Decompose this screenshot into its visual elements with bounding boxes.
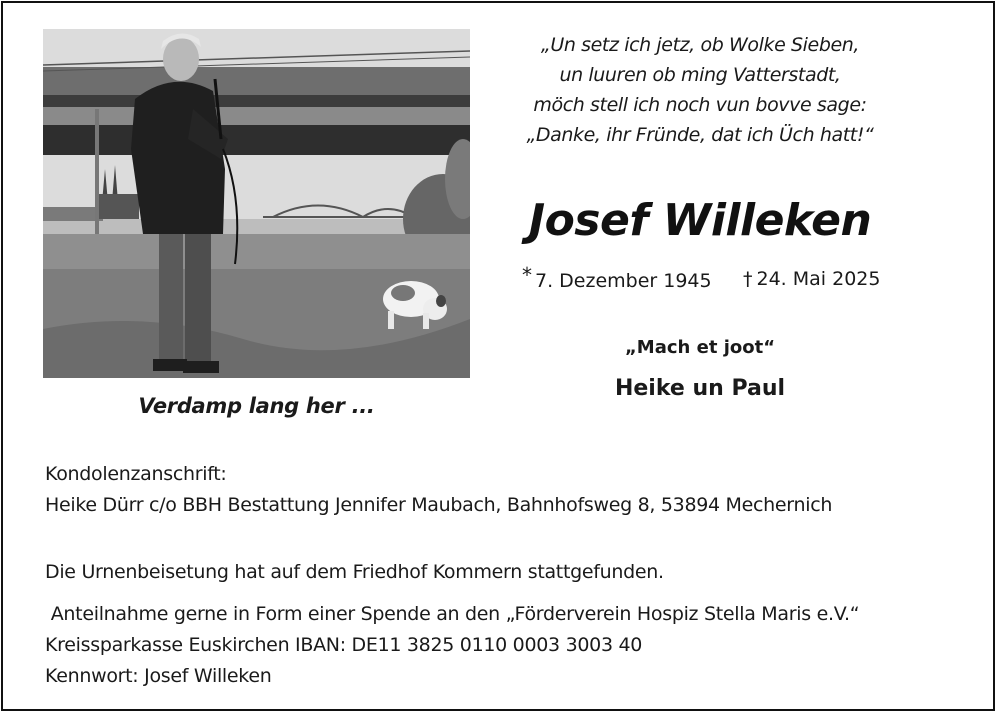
death-cross-icon: †: [743, 268, 753, 290]
birth-date-text: 7. Dezember 1945: [535, 270, 712, 292]
deceased-name: Josef Willeken: [528, 195, 872, 246]
poem-line: „Un setz ich jetz, ob Wolke Sieben,: [540, 34, 860, 56]
condolence-heading: Kondolenzanschrift:: [45, 463, 227, 485]
burial-notice: Die Urnenbeisetung hat auf dem Friedhof Kommern stattgefunden.: [45, 561, 664, 583]
photo-caption: Verdamp lang her ...: [138, 394, 375, 418]
poem-line: „Danke, ihr Fründe, dat ich Üch hatt!“: [526, 124, 874, 146]
condolence-address-block: [45, 459, 945, 521]
motto: „Mach et joot“: [624, 337, 776, 358]
birth-star-icon: *: [522, 263, 532, 287]
condolence-address: Heike Dürr c/o BBH Bestattung Jennifer Maubach, Bahnhofsweg 8, 53894 Mechernich: [45, 494, 833, 516]
donation-reference: Kennwort: Josef Willeken: [45, 665, 272, 687]
signers: Heike un Paul: [614, 376, 786, 401]
donation-block: [45, 599, 945, 692]
donation-bank: Kreissparkasse Euskirchen IBAN: DE11 3825 0110 0003 3003 40: [45, 634, 643, 656]
donation-request: Anteilnahme gerne in Form einer Spende an den „Förderverein Hospiz Stella Maris e.V.“: [45, 603, 860, 625]
death-date: [743, 268, 880, 290]
poem-line: möch stell ich noch vun bovve sage:: [533, 94, 867, 116]
death-date-text: 24. Mai 2025: [756, 268, 881, 290]
birth-date: [522, 263, 712, 292]
poem-quote: [520, 30, 880, 150]
memorial-photo: [43, 29, 470, 378]
poem-line: un luuren ob ming Vatterstadt,: [559, 64, 841, 86]
